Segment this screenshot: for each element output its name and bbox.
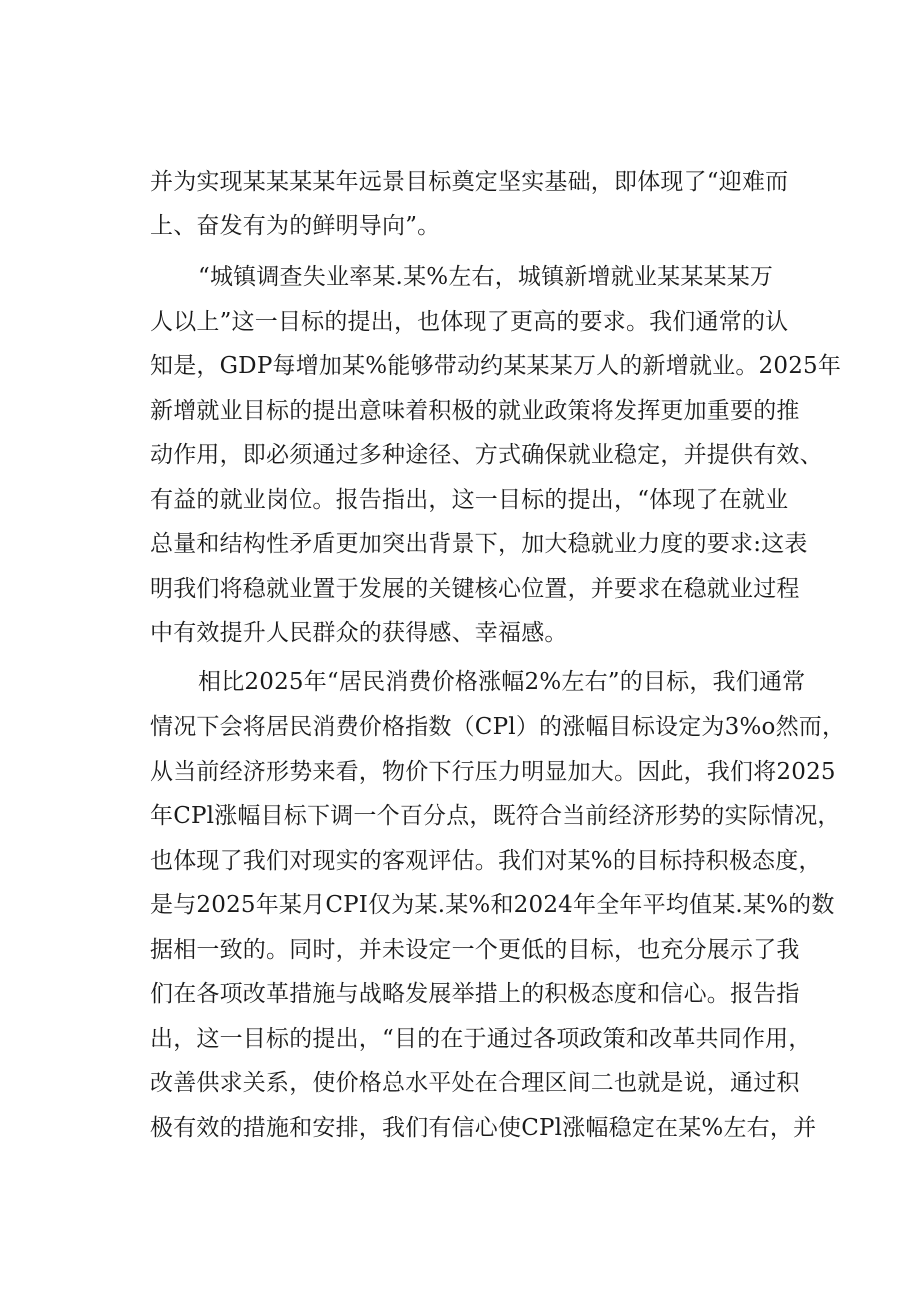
- text-line-12: 相比2025年“居民消费价格涨幅2%左右”的目标，我们通常: [198, 669, 806, 695]
- text-line-14: 从当前经济形势来看，物价下行压力明显加大。因此，我们将2025: [150, 759, 836, 785]
- text-line-13: 情况下会将居民消费价格指数（CPl）的涨幅目标设定为3%o然而，: [150, 714, 846, 740]
- text-line-1: 并为实现某某某某年远景目标奠定坚实基础，即体现了“迎难而: [150, 169, 789, 195]
- text-line-10: 明我们将稳就业置于发展的关键核心位置，并要求在稳就业过程: [150, 576, 800, 602]
- text-line-2: 上、奋发有为的鲜明导向”。: [150, 213, 441, 239]
- text-line-18: 据相一致的。同时，并未设定一个更低的目标，也充分展示了我: [150, 937, 800, 963]
- text-line-4: 人以上”这一目标的提出，也体现了更高的要求。我们通常的认: [150, 309, 789, 335]
- text-line-19: 们在各项改革措施与战略发展举措上的积极态度和信心。报告指: [150, 981, 800, 1007]
- text-line-9: 总量和结构性矛盾更加突出背景下，加大稳就业力度的要求:这表: [150, 531, 808, 557]
- text-line-22: 极有效的措施和安排，我们有信心使CPl涨幅稳定在某%左右，并: [150, 1115, 817, 1141]
- text-line-5: 知是，GDP每增加某%能够带动约某某某万人的新增就业。2025年: [150, 353, 842, 379]
- text-line-6: 新增就业目标的提出意味着积极的就业政策将发挥更加重要的推: [150, 398, 800, 424]
- text-line-7: 动作用，即必须通过多种途径、方式确保就业稳定，并提供有效、: [150, 442, 823, 468]
- text-line-16: 也体现了我们对现实的客观评估。我们对某%的目标持积极态度，: [150, 848, 822, 874]
- text-line-17: 是与2025年某月CPI仅为某.某%和2024年全年平均值某.某%的数: [150, 892, 835, 918]
- text-line-8: 有益的就业岗位。报告指出，这一目标的提出，“体现了在就业: [150, 487, 789, 513]
- text-line-15: 年CPl涨幅目标下调一个百分点，既符合当前经济形势的实际情况，: [150, 803, 841, 829]
- text-line-20: 出，这一目标的提出，“目的在于通过各项政策和改革共同作用，: [150, 1026, 812, 1052]
- text-line-11: 中有效提升人民群众的获得感、幸福感。: [150, 620, 568, 646]
- text-line-21: 改善供求关系，使价格总水平处在合理区间二也就是说，通过积: [150, 1070, 800, 1096]
- text-line-3: “城镇调查失业率某.某%左右，城镇新增就业某某某某万: [198, 264, 774, 290]
